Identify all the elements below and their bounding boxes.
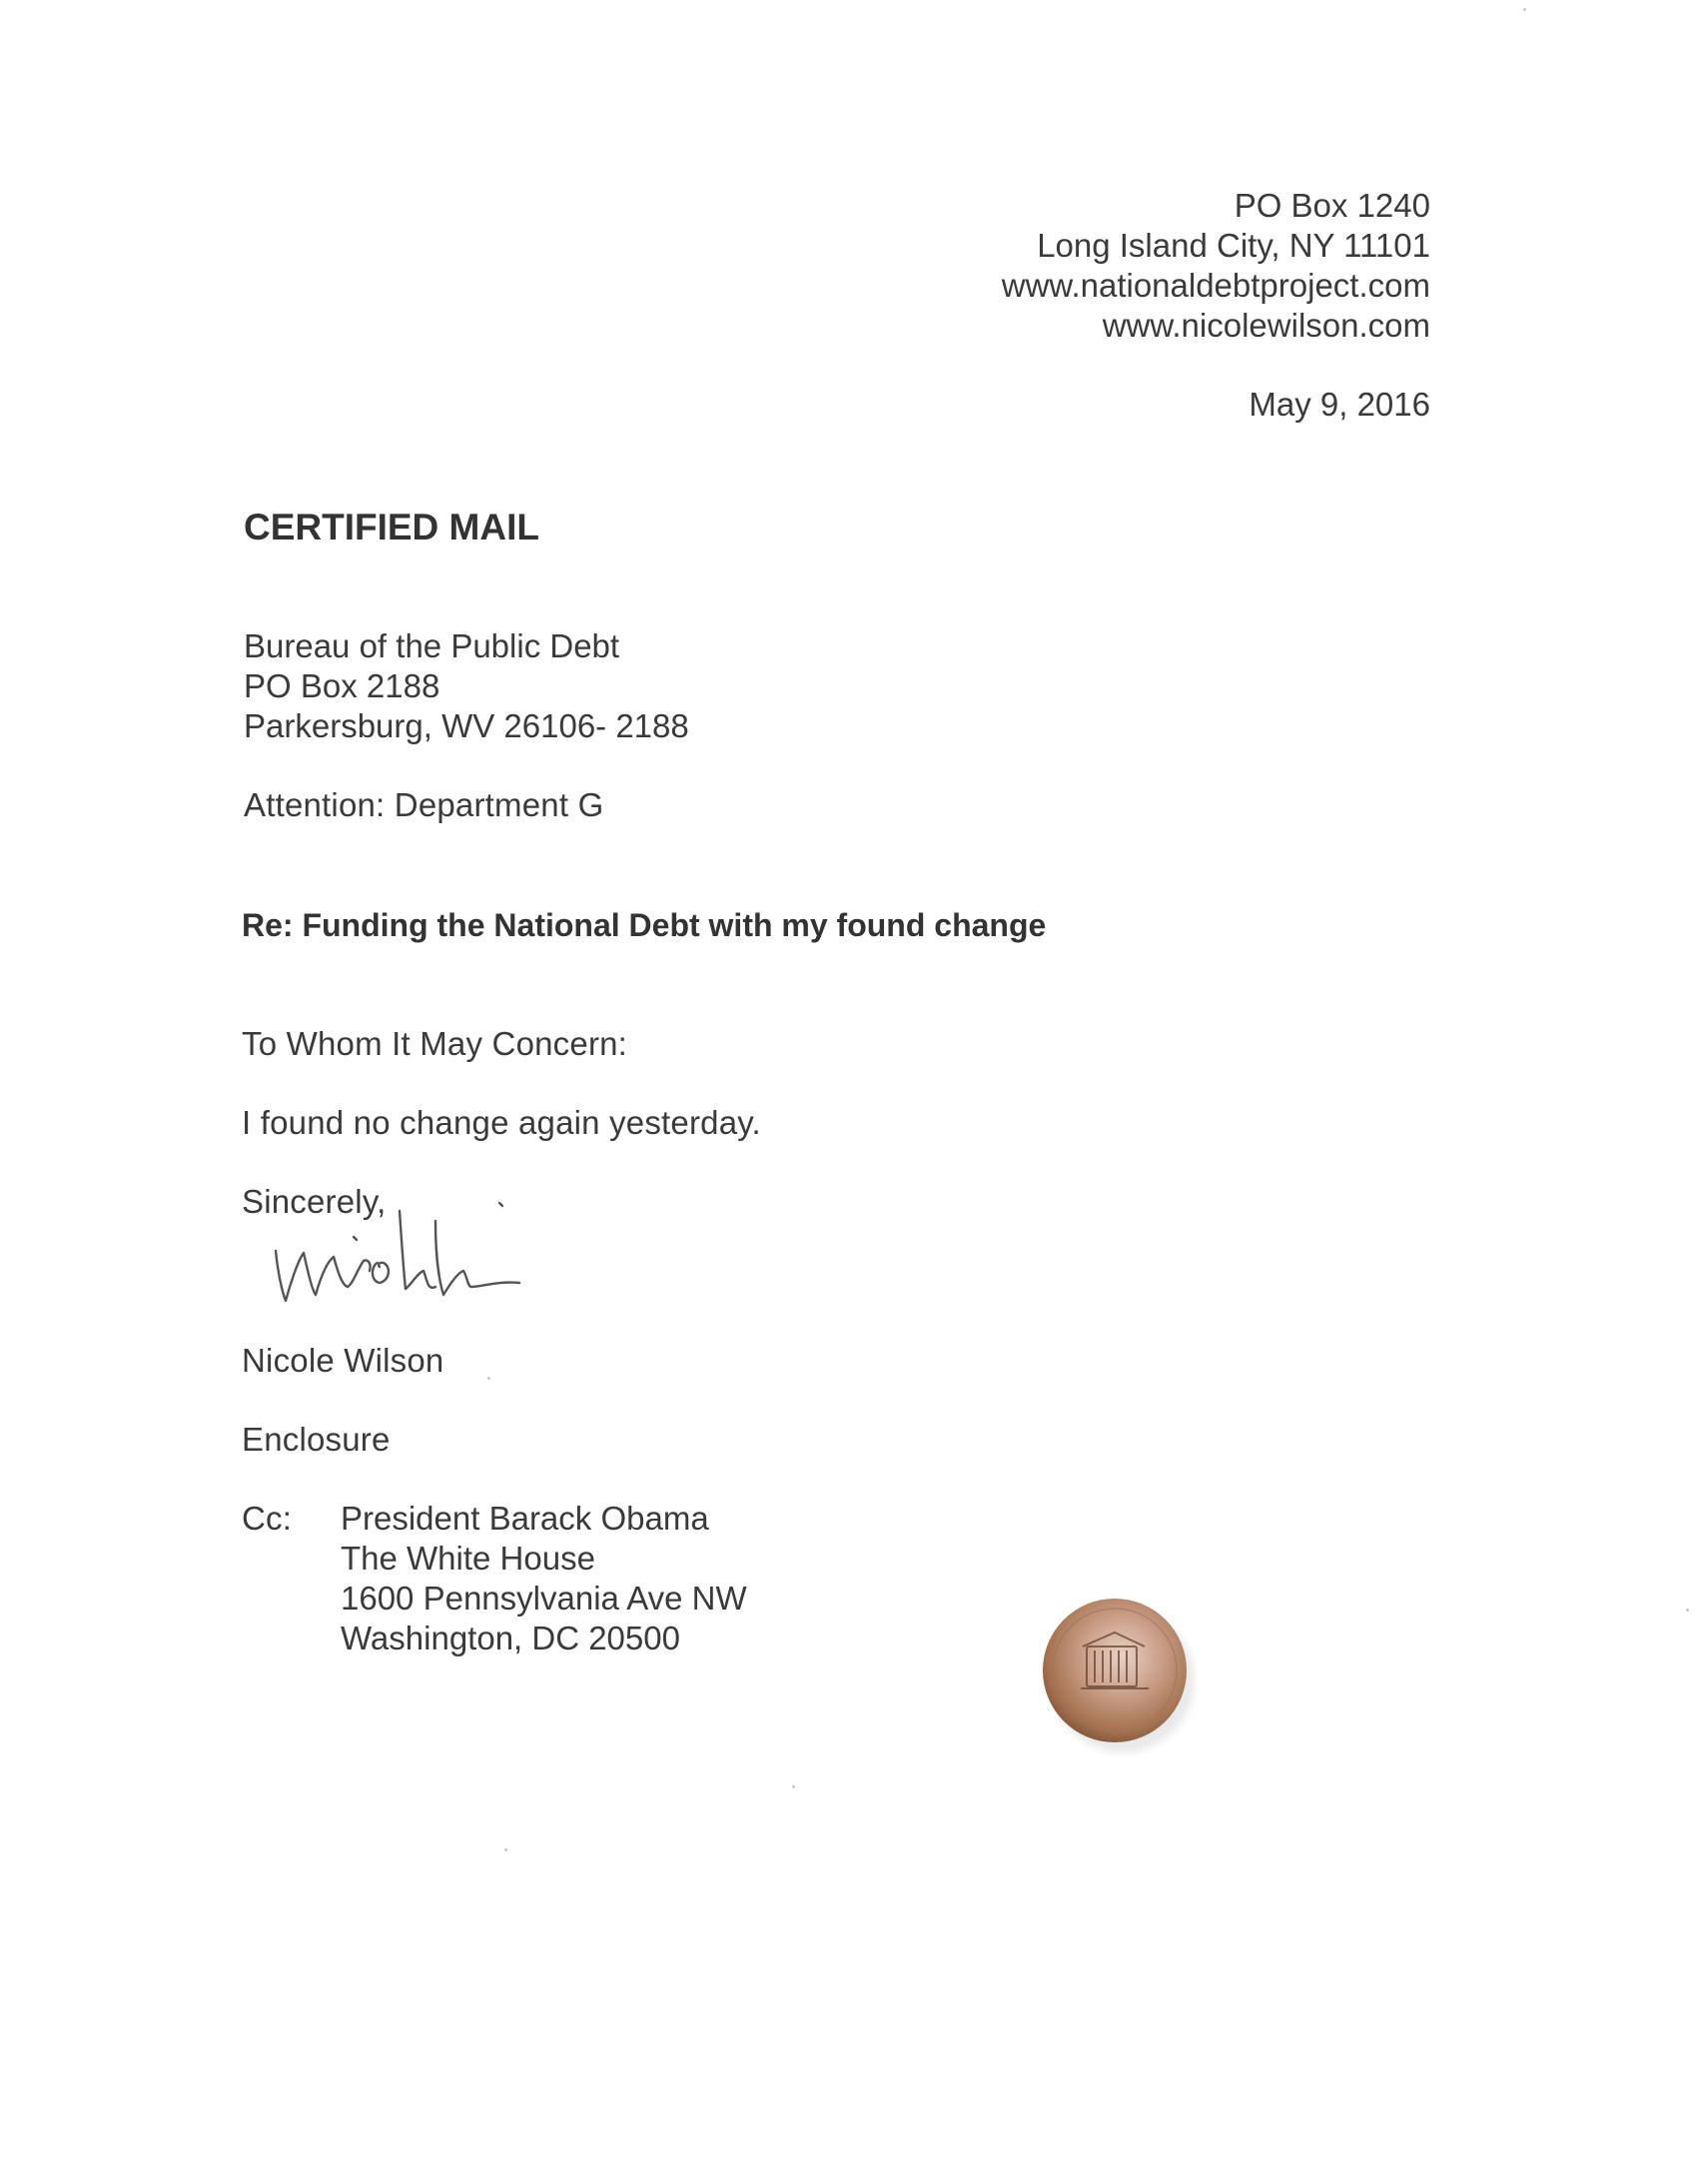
recipient-po-box: PO Box 2188	[244, 667, 440, 704]
salutation: To Whom It May Concern:	[242, 1025, 628, 1062]
certified-mail-heading: CERTIFIED MAIL	[244, 507, 539, 547]
recipient-address	[244, 626, 689, 746]
cc-recipient-org: The White House	[341, 1540, 595, 1577]
return-address	[1002, 186, 1430, 346]
letter-date: May 9, 2016	[1249, 386, 1430, 423]
subject-line: Re: Funding the National Debt with my found change	[242, 907, 1047, 943]
return-address-po-box: PO Box 1240	[1234, 187, 1430, 224]
return-address-website-1: www.nationaldebtproject.com	[1001, 267, 1430, 304]
cc-label: Cc:	[242, 1500, 293, 1537]
penny-coin-icon	[1037, 1589, 1197, 1758]
letter-body: I found no change again yesterday.	[242, 1104, 761, 1141]
cc-recipient-name: President Barack Obama	[341, 1500, 709, 1537]
cc-recipient-street: 1600 Pennsylvania Ave NW	[341, 1580, 747, 1617]
cc-recipient	[341, 1499, 747, 1658]
attention-line: Attention: Department G	[244, 786, 604, 823]
recipient-name: Bureau of the Public Debt	[244, 627, 620, 664]
enclosure-note: Enclosure	[242, 1421, 391, 1458]
scan-speck	[487, 1377, 490, 1380]
return-address-city: Long Island City, NY 11101	[1037, 227, 1430, 264]
scan-speck	[1523, 8, 1526, 11]
signer-name: Nicole Wilson	[242, 1342, 444, 1379]
closing: Sincerely,	[242, 1183, 387, 1220]
handwritten-signature	[268, 1191, 619, 1321]
recipient-city: Parkersburg, WV 26106- 2188	[244, 707, 689, 744]
scan-speck	[504, 1848, 507, 1851]
scan-speck	[792, 1785, 795, 1788]
scan-speck	[1686, 1609, 1689, 1612]
return-address-website-2: www.nicolewilson.com	[1102, 307, 1430, 344]
cc-recipient-city: Washington, DC 20500	[341, 1620, 680, 1656]
